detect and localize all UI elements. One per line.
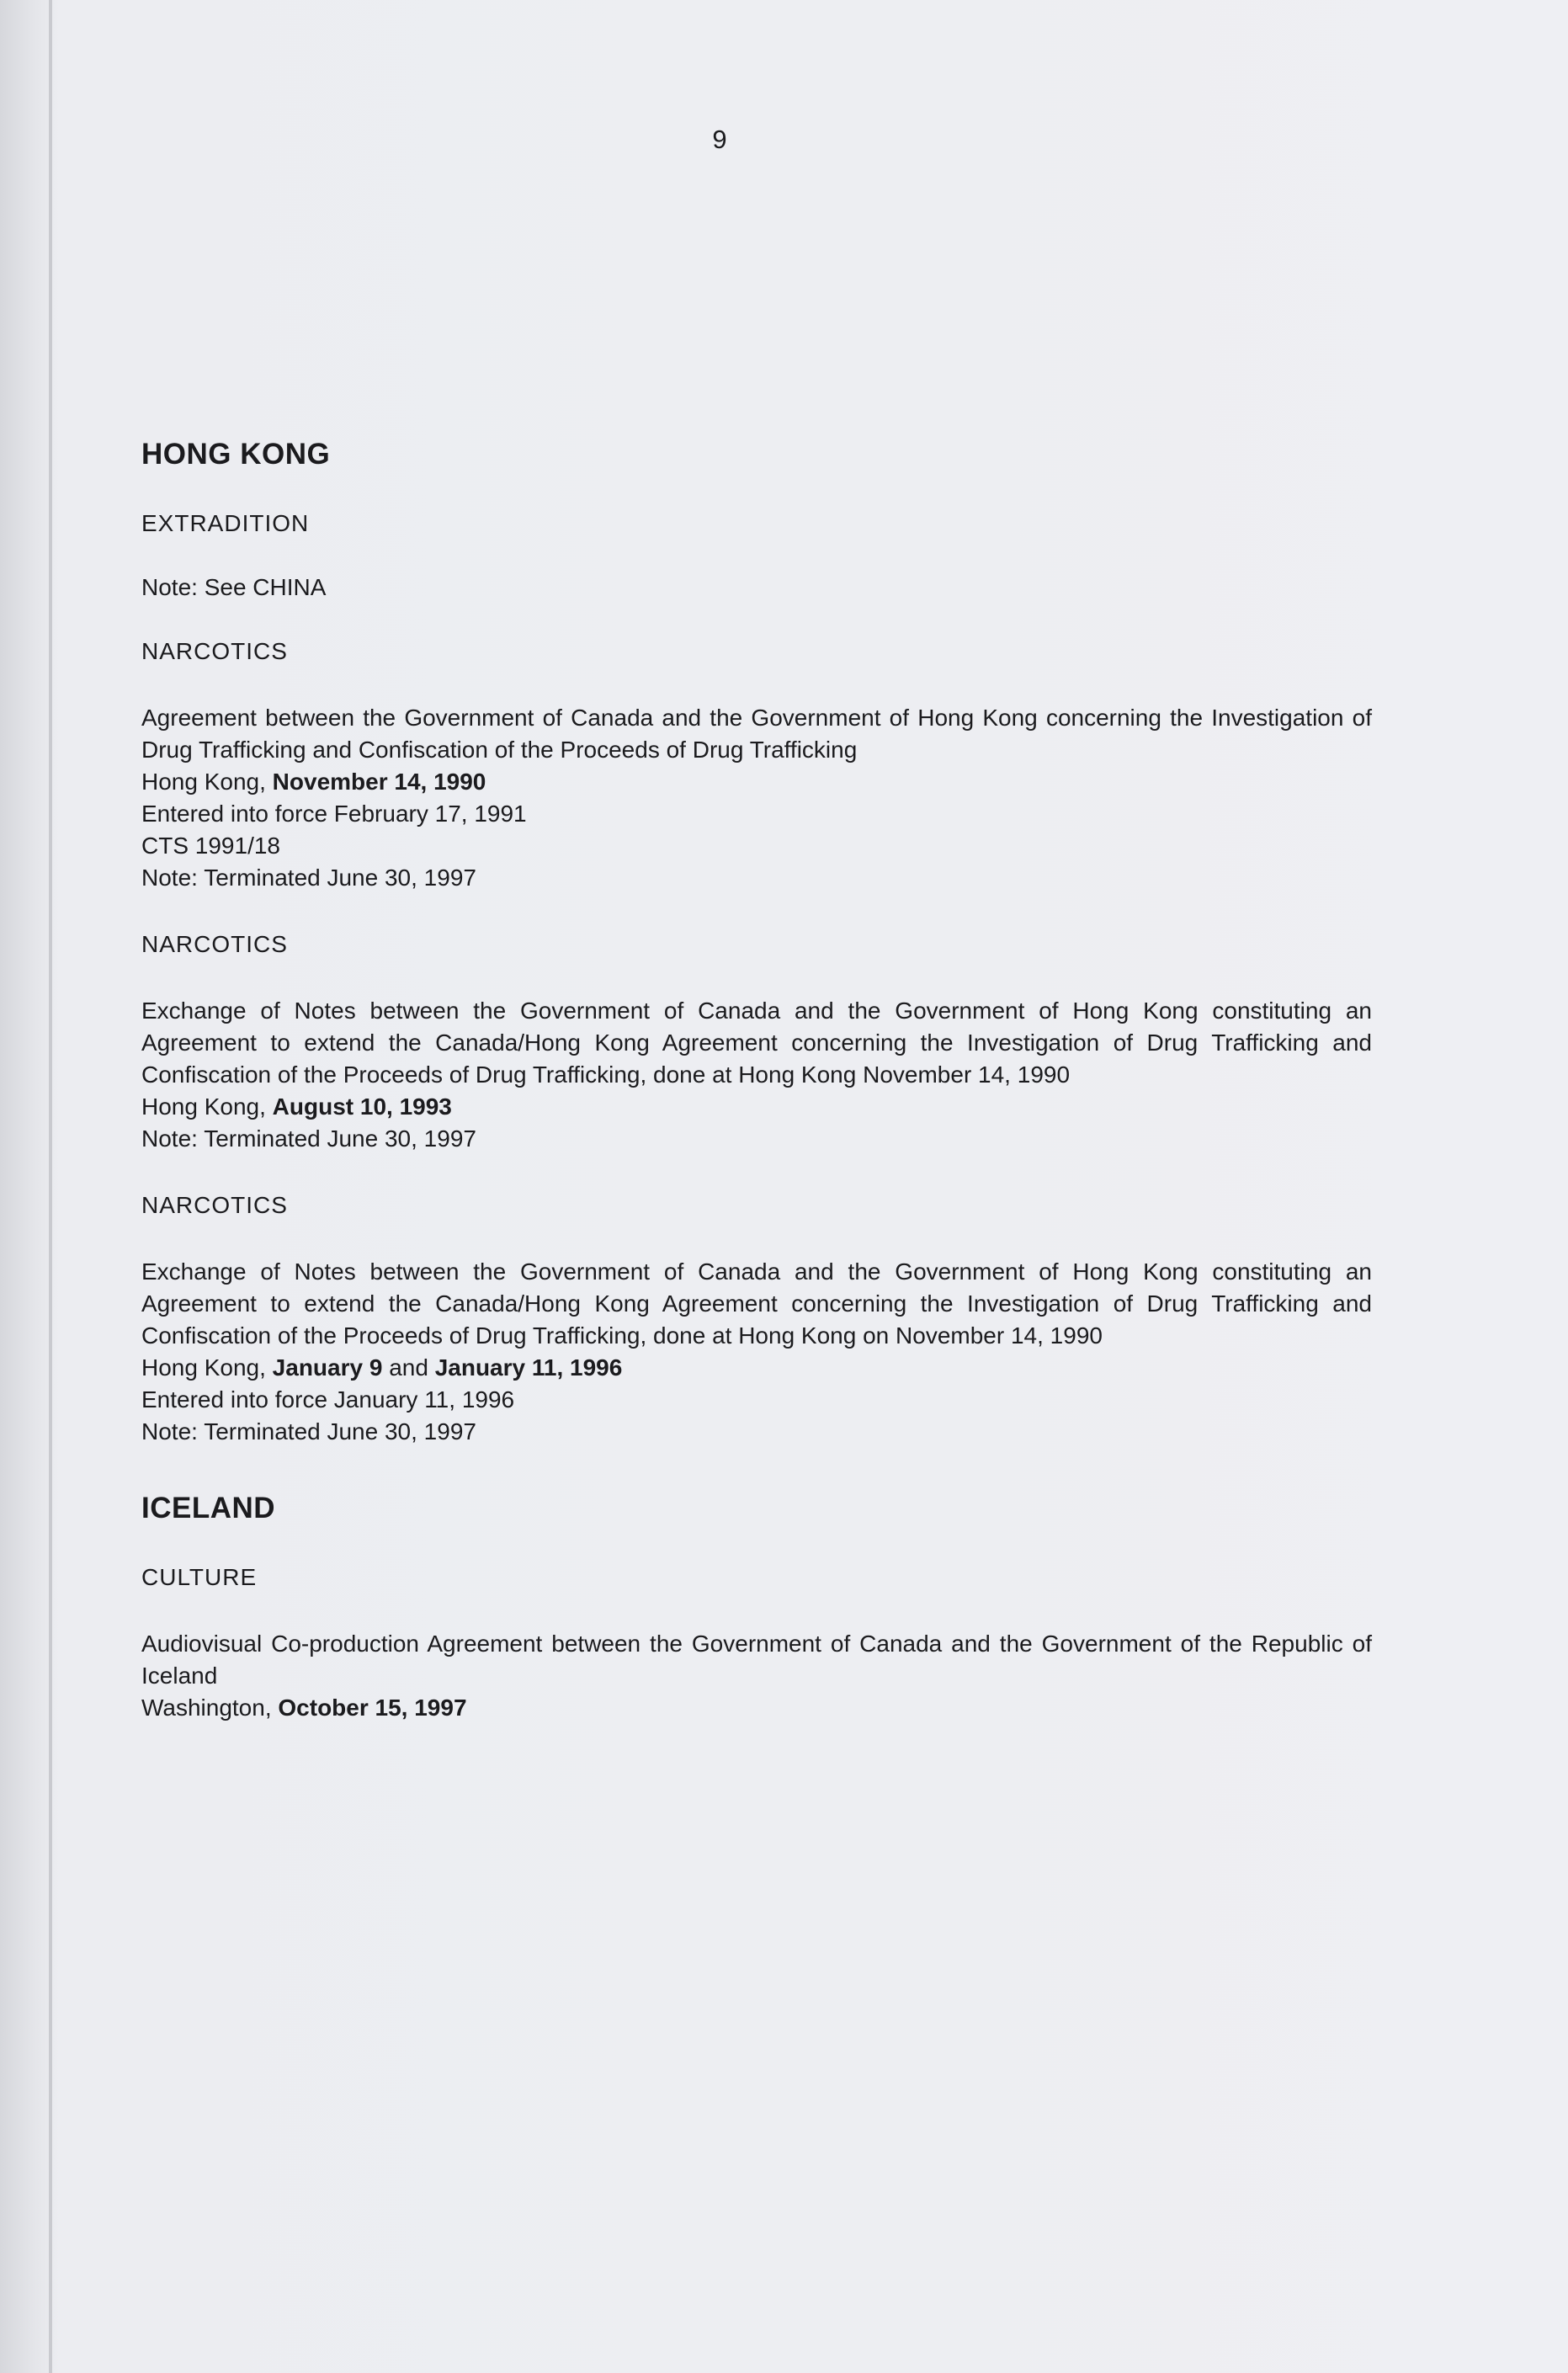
treaty-entry bbox=[141, 702, 1372, 894]
treaty-title: Exchange of Notes between the Government of Canada and the Government of Hong Kong constituting an Agreement to extend the Canada/Hong Kong Agreement concerning the Investigation of Drug Trafficking and Confiscation of the Proceeds of Drug Trafficking, done at Hong Kong on November 14, 1990 bbox=[141, 1258, 1372, 1349]
category-narcotics: NARCOTICS bbox=[141, 1192, 288, 1218]
treaty-date: November 14, 1990 bbox=[272, 769, 486, 795]
category-extradition: EXTRADITION bbox=[141, 510, 310, 536]
treaty-title: Agreement between the Government of Canada and the Government of Hong Kong concerning the Investigation of Drug Trafficking and Confiscation of the Proceeds of Drug Trafficking bbox=[141, 705, 1372, 763]
treaty-place-date bbox=[141, 1692, 1372, 1724]
treaty-detail: Note: Terminated June 30, 1997 bbox=[141, 1125, 476, 1152]
treaty-date: January 9 bbox=[272, 1354, 383, 1381]
treaty-place-date bbox=[141, 1352, 1372, 1384]
treaty-date: October 15, 1997 bbox=[278, 1695, 467, 1721]
treaty-detail: Entered into force February 17, 1991 bbox=[141, 801, 527, 827]
country-heading-iceland: ICELAND bbox=[141, 1492, 276, 1524]
treaty-date-joiner: and bbox=[382, 1354, 435, 1381]
country-heading-hong-kong: HONG KONG bbox=[141, 438, 331, 471]
treaty-detail: Note: Terminated June 30, 1997 bbox=[141, 1418, 476, 1445]
treaty-entry bbox=[141, 1256, 1372, 1448]
document-body bbox=[141, 438, 1372, 1761]
category-culture: CULTURE bbox=[141, 1564, 258, 1590]
category-narcotics: NARCOTICS bbox=[141, 931, 288, 957]
treaty-entry bbox=[141, 995, 1372, 1155]
page-number: 9 bbox=[712, 125, 727, 154]
treaty-place: Hong Kong, bbox=[141, 769, 273, 795]
treaty-detail: Note: Terminated June 30, 1997 bbox=[141, 865, 476, 891]
treaty-place: Hong Kong, bbox=[141, 1093, 273, 1120]
treaty-date-second: January 11, 1996 bbox=[434, 1354, 623, 1381]
treaty-place-date bbox=[141, 766, 1372, 798]
treaty-place-date bbox=[141, 1091, 1372, 1123]
treaty-place: Washington, bbox=[141, 1695, 279, 1721]
treaty-date: August 10, 1993 bbox=[272, 1093, 452, 1120]
treaty-entry bbox=[141, 1628, 1372, 1724]
treaty-detail: Entered into force January 11, 1996 bbox=[141, 1386, 515, 1413]
category-narcotics: NARCOTICS bbox=[141, 638, 288, 664]
treaty-place: Hong Kong, bbox=[141, 1354, 273, 1381]
treaty-title: Audiovisual Co-production Agreement between the Government of Canada and the Government of the Republic of Iceland bbox=[141, 1631, 1372, 1689]
binding-edge bbox=[49, 0, 52, 2373]
note-see-china: Note: See CHINA bbox=[141, 574, 327, 600]
treaty-detail: CTS 1991/18 bbox=[141, 833, 280, 859]
treaty-title: Exchange of Notes between the Government of Canada and the Government of Hong Kong constituting an Agreement to extend the Canada/Hong Kong Agreement concerning the Investigation of Drug Trafficking and Confiscation of the Proceeds of Drug Trafficking, done at Hong Kong November 14, 1990 bbox=[141, 998, 1372, 1088]
